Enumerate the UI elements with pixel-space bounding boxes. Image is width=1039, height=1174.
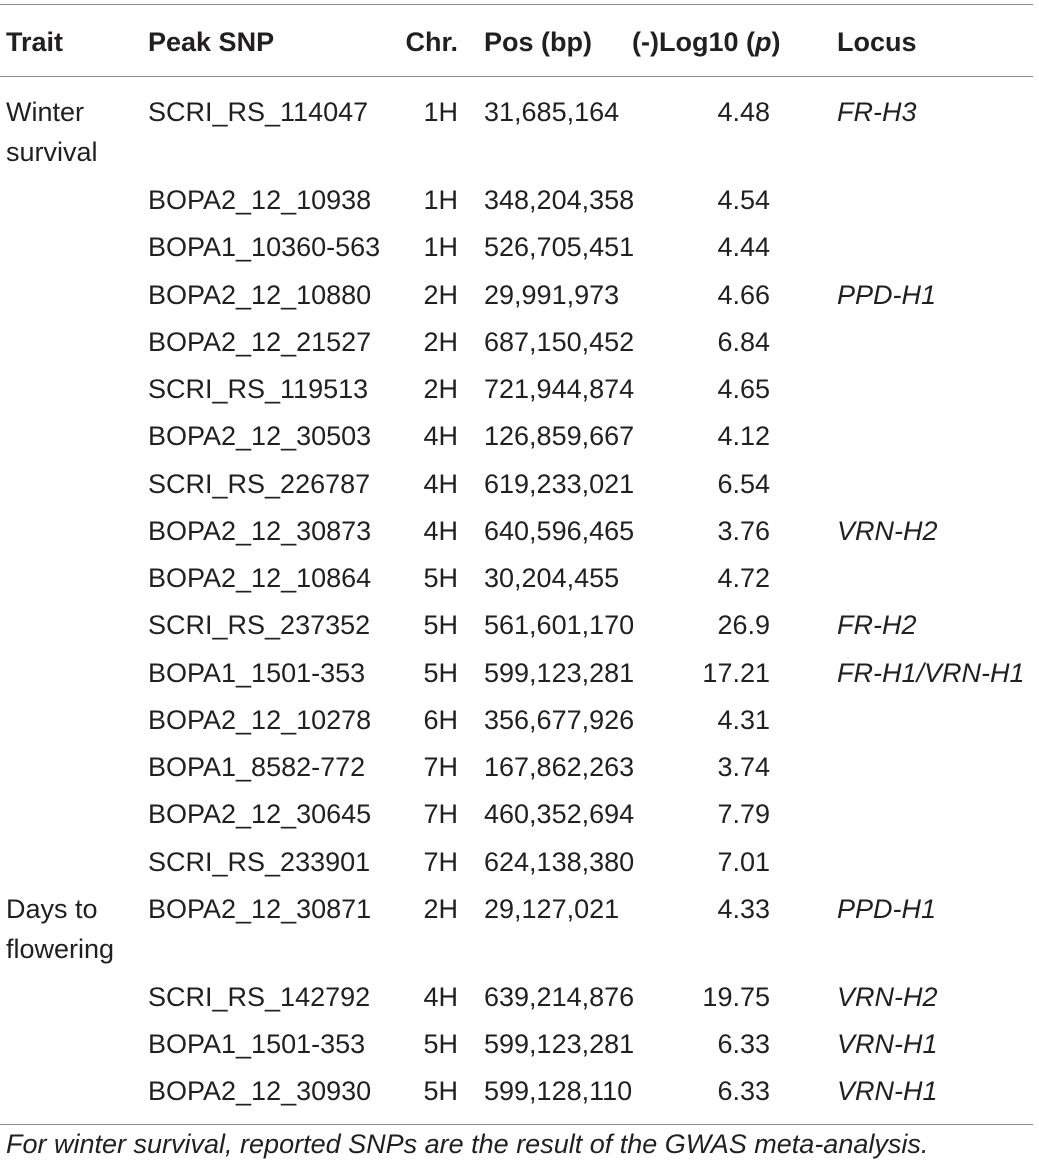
header-trait: Trait [6,27,64,57]
row-peak-snp: SCRI_RS_233901 [148,847,371,877]
header-pos: Pos (bp) [484,27,592,57]
row-peak-snp: SCRI_RS_237352 [148,610,371,640]
row-pos: 619,233,021 [484,469,635,499]
row-locus: FR-H2 [837,610,917,640]
row-log10-p: 4.66 [717,280,770,310]
row-chr: 5H [423,1029,458,1059]
row-chr: 5H [423,658,458,688]
row-peak-snp: BOPA2_12_10278 [148,705,372,735]
row-chr: 5H [423,563,458,593]
row-log10-p: 17.21 [702,658,770,688]
row-pos: 30,204,455 [484,563,620,593]
row-chr: 6H [423,705,458,735]
row-peak-snp: BOPA2_12_30930 [148,1076,372,1106]
row-pos: 561,601,170 [484,610,635,640]
row-peak-snp: SCRI_RS_142792 [148,982,371,1012]
row-log10-p: 6.33 [717,1076,770,1106]
row-chr: 4H [423,421,458,451]
row-locus: VRN-H1 [837,1029,938,1059]
row-chr: 7H [423,752,458,782]
header-locus: Locus [837,27,917,57]
row-chr: 2H [423,374,458,404]
row-pos: 31,685,164 [484,97,620,127]
row-chr: 1H [423,97,458,127]
row-chr: 2H [423,327,458,357]
header-chr: Chr. [405,27,458,57]
row-chr: 7H [423,847,458,877]
row-log10-p: 4.65 [717,374,770,404]
row-chr: 2H [423,894,458,924]
row-peak-snp: BOPA2_12_30871 [148,894,372,924]
header-log-suffix: ) [771,27,781,57]
row-pos: 356,677,926 [484,705,635,735]
row-chr: 7H [423,799,458,829]
row-pos: 640,596,465 [484,516,635,546]
row-chr: 2H [423,280,458,310]
row-chr: 4H [423,469,458,499]
row-locus: PPD-H1 [837,280,937,310]
row-log10-p: 6.33 [717,1029,770,1059]
row-peak-snp: BOPA1_10360-563 [148,232,381,262]
row-peak-snp: BOPA2_12_21527 [148,327,372,357]
row-pos: 624,138,380 [484,847,635,877]
row-locus: VRN-H1 [837,1076,938,1106]
row-log10-p: 26.9 [717,610,770,640]
row-peak-snp: BOPA2_12_30873 [148,516,372,546]
row-log10-p: 7.01 [717,847,770,877]
row-pos: 599,123,281 [484,1029,635,1059]
row-pos: 687,150,452 [484,327,635,357]
row-chr: 4H [423,516,458,546]
row-locus: FR-H3 [837,97,917,127]
row-pos: 29,127,021 [484,894,620,924]
header-log-prefix: (-)Log10 ( [632,27,755,57]
row-log10-p: 4.72 [717,563,770,593]
row-pos: 721,944,874 [484,374,635,404]
row-peak-snp: SCRI_RS_114047 [148,97,369,127]
row-peak-snp: BOPA2_12_30503 [148,421,372,451]
row-log10-p: 4.48 [717,97,770,127]
header-rule [0,76,1033,77]
row-pos: 460,352,694 [484,799,635,829]
row-pos: 126,859,667 [484,421,635,451]
row-log10-p: 7.79 [717,799,770,829]
row-peak-snp: BOPA1_8582-772 [148,752,366,782]
row-pos: 526,705,451 [484,232,635,262]
row-log10-p: 4.12 [717,421,770,451]
row-log10-p: 6.84 [717,327,770,357]
row-locus: VRN-H2 [837,982,938,1012]
row-chr: 1H [423,185,458,215]
row-peak-snp: BOPA2_12_30645 [148,799,372,829]
top-rule [0,4,1033,5]
row-chr: 1H [423,232,458,262]
row-log10-p: 4.31 [717,705,770,735]
row-peak-snp: BOPA2_12_10938 [148,185,372,215]
row-locus: VRN-H2 [837,516,938,546]
row-log10-p: 19.75 [702,982,770,1012]
row-trait: Days to flowering [6,894,115,964]
row-log10-p: 4.33 [717,894,770,924]
row-pos: 348,204,358 [484,185,635,215]
row-chr: 5H [423,1076,458,1106]
row-pos: 599,123,281 [484,658,635,688]
row-locus: PPD-H1 [837,894,937,924]
row-chr: 4H [423,982,458,1012]
row-log10-p: 3.76 [717,516,770,546]
row-peak-snp: BOPA1_1501-353 [148,658,366,688]
row-peak-snp: BOPA1_1501-353 [148,1029,366,1059]
row-trait: Winter survival [6,97,98,167]
row-pos: 639,214,876 [484,982,635,1012]
header-log10-p [632,22,802,62]
row-peak-snp: SCRI_RS_226787 [148,469,371,499]
row-peak-snp: SCRI_RS_119513 [148,374,369,404]
row-pos: 29,991,973 [484,280,620,310]
row-pos: 599,128,110 [484,1076,633,1106]
header-log-p: p [754,27,772,57]
row-locus: FR-H1/VRN-H1 [837,658,1025,688]
row-log10-p: 6.54 [717,469,770,499]
row-log10-p: 4.54 [717,185,770,215]
row-pos: 167,862,263 [484,752,635,782]
row-chr: 5H [423,610,458,640]
row-log10-p: 3.74 [717,752,770,782]
row-peak-snp: BOPA2_12_10864 [148,563,372,593]
row-log10-p: 4.44 [717,232,770,262]
table-footnote: For winter survival, reported SNPs are the result of the GWAS meta-analysis. [6,1129,929,1159]
row-peak-snp: BOPA2_12_10880 [148,280,372,310]
header-peak-snp: Peak SNP [148,27,275,57]
